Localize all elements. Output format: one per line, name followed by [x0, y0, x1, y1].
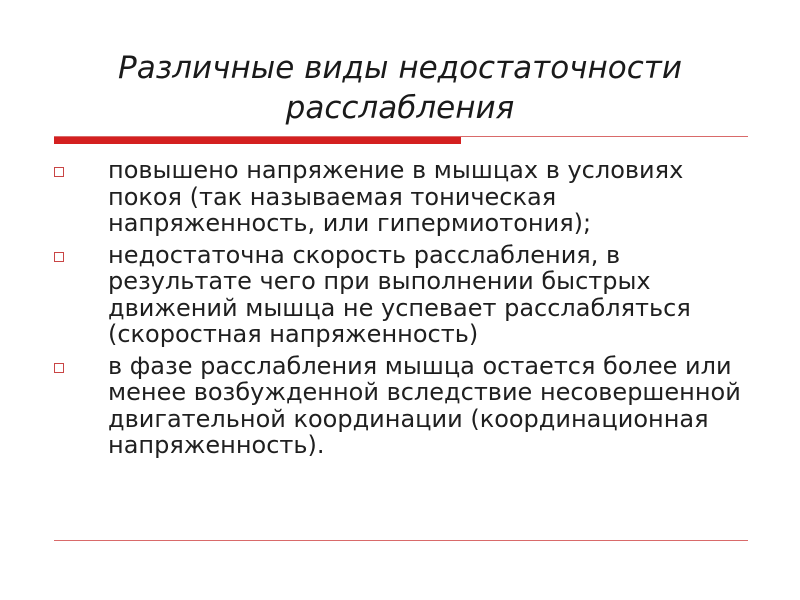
list-item	[52, 353, 752, 459]
square-bullet-icon	[54, 167, 64, 177]
list-item	[52, 242, 752, 348]
list-item	[52, 157, 752, 237]
slide-title: Различные виды недостаточности расслабления	[118, 50, 682, 126]
bullet-list	[52, 157, 752, 464]
square-bullet-icon	[54, 252, 64, 262]
square-bullet-icon	[54, 363, 64, 373]
bottom-divider	[54, 540, 748, 541]
bullet-text: повышено напряжение в мышцах в условиях покоя (так называемая тоническая напряженность, или гипермиотония);	[108, 156, 684, 237]
title-underline-accent	[54, 137, 461, 144]
bullet-text: недостаточна скорость расслабления, в результате чего при выполнении быстрых движений мышца не успевает расслабляться (скоростная напряженность)	[108, 240, 691, 348]
bullet-text: в фазе расслабления мышца остается более или менее возбужденной вследствие несовершенной двигательной координации (координационная напряженность).	[108, 351, 741, 459]
